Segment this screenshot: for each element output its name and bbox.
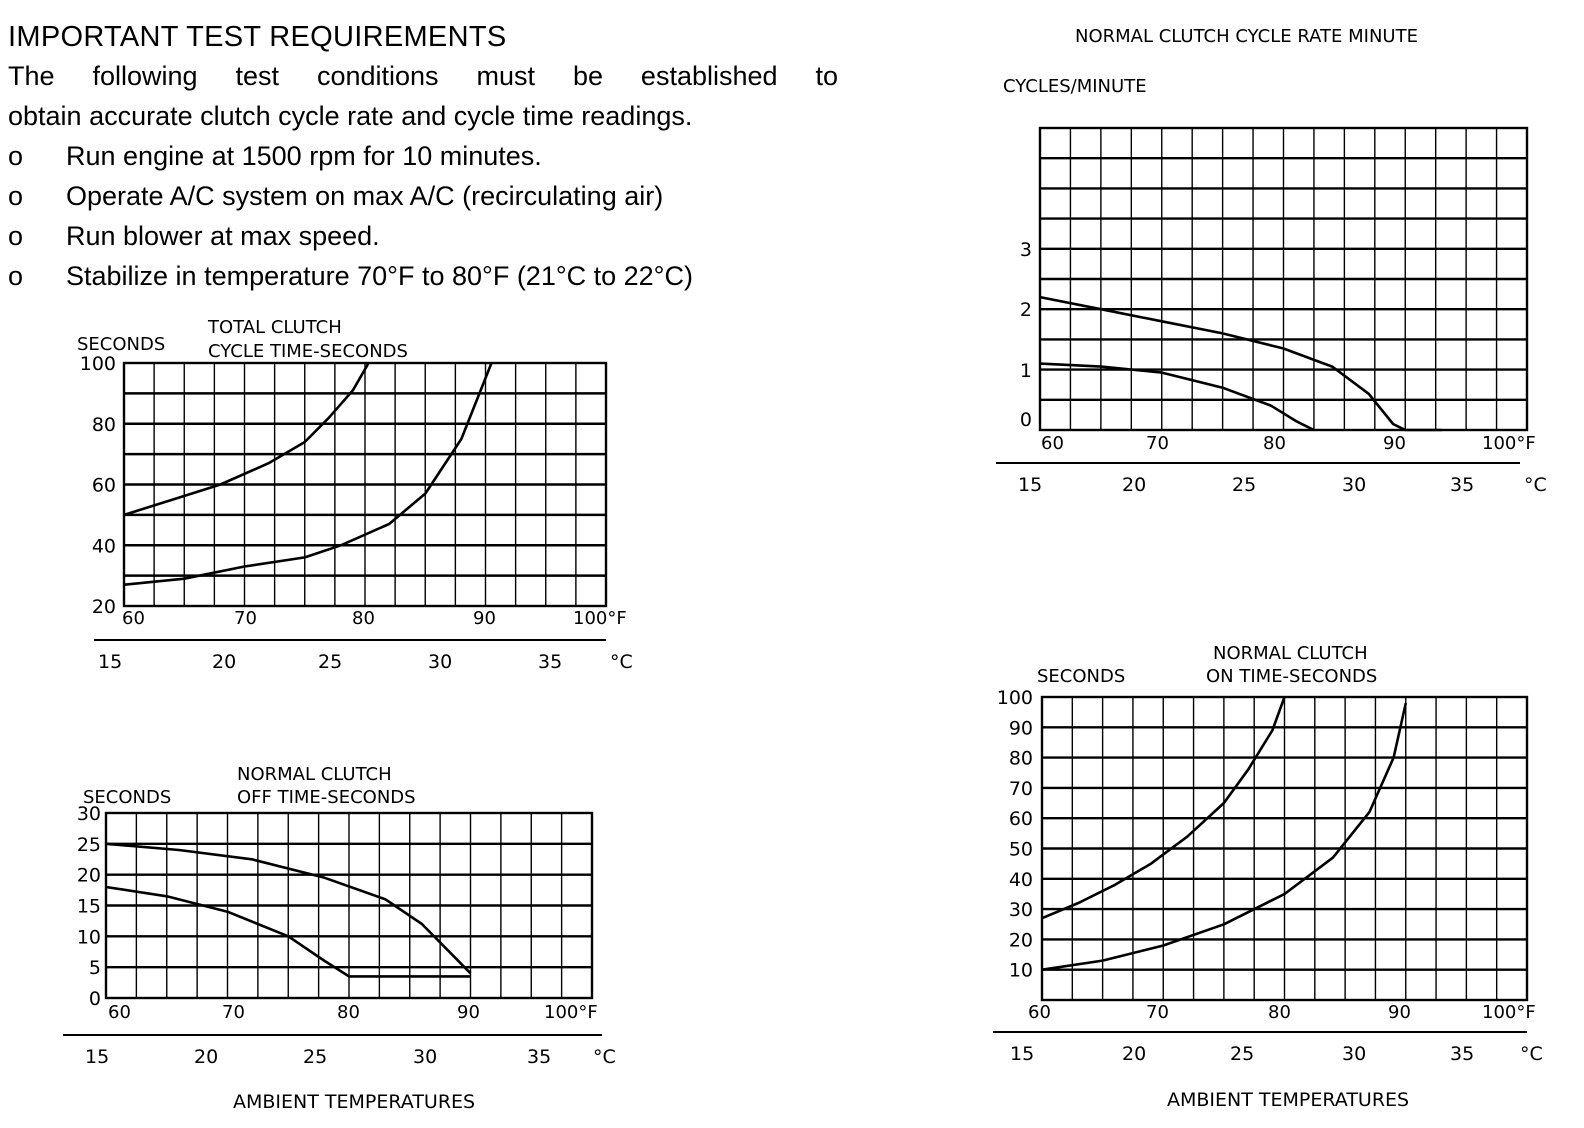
y-tick-label: 40: [91, 535, 116, 558]
chart-title-line-1: NORMAL CLUTCH CYCLE RATE MINUTE: [1075, 26, 1418, 47]
y-tick-label: 20: [76, 864, 101, 887]
x-tick-label-fahrenheit: 60: [1028, 1002, 1051, 1023]
x-tick-label-fahrenheit: 90: [473, 608, 496, 629]
bullet: o: [8, 181, 24, 211]
x-tick-label-celsius: 30: [1342, 1043, 1367, 1065]
x-tick-label-celsius: °C: [1520, 1043, 1543, 1065]
bullet: o: [8, 261, 24, 291]
x-tick-label-celsius: 15: [1010, 1043, 1035, 1065]
chart-on: [993, 643, 1543, 1065]
y-tick-label: 1: [1019, 360, 1032, 382]
y-tick-label: 0: [1019, 409, 1032, 431]
requirements-intro-1: The following test conditions must be established to: [8, 61, 838, 91]
chart-title-line-2: ON TIME-SECONDS: [1206, 666, 1378, 687]
series-line: [124, 363, 492, 585]
y-tick-label: 30: [1008, 899, 1033, 922]
x-tick-label-celsius: °C: [593, 1046, 616, 1068]
y-tick-label: 100: [79, 353, 116, 375]
y-tick-label: 100: [996, 687, 1033, 709]
chart-title-line-2: CYCLE TIME-SECONDS: [208, 341, 408, 362]
y-tick-label: 90: [1008, 717, 1033, 740]
x-tick-label-fahrenheit: 80: [1263, 433, 1286, 454]
requirement-text: Run blower at max speed.: [66, 221, 380, 251]
x-tick-label-fahrenheit: 60: [122, 608, 145, 629]
x-tick-label-fahrenheit: 100°F: [1482, 433, 1536, 454]
y-tick-label: 15: [76, 895, 101, 918]
x-tick-label-celsius: 15: [85, 1046, 110, 1068]
y-tick-label: 30: [76, 803, 101, 825]
requirements-intro-2: obtain accurate clutch cycle rate and cycle time readings.: [8, 101, 693, 131]
x-tick-label-fahrenheit: 100°F: [544, 1002, 598, 1023]
x-tick-label-fahrenheit: 90: [457, 1002, 480, 1023]
series-line: [1040, 364, 1314, 430]
x-tick-label-fahrenheit: 80: [337, 1002, 360, 1023]
x-tick-label-fahrenheit: 100°F: [573, 608, 627, 629]
x-tick-label-celsius: 25: [318, 651, 343, 673]
y-tick-label: 60: [91, 474, 116, 497]
x-tick-label-celsius: 25: [1230, 1043, 1255, 1065]
y-axis-label: SECONDS: [1037, 666, 1126, 687]
x-tick-label-celsius: 20: [194, 1046, 219, 1068]
y-tick-label: 0: [88, 988, 101, 1010]
requirement-text: Run engine at 1500 rpm for 10 minutes.: [66, 141, 542, 171]
x-tick-label-celsius: 35: [1450, 1043, 1475, 1065]
x-tick-label-celsius: 20: [212, 651, 237, 673]
x-tick-label-celsius: °C: [610, 651, 633, 673]
chart-title-line-1: NORMAL CLUTCH: [1213, 643, 1368, 664]
requirement-text: Stabilize in temperature 70°F to 80°F (21°C to 22°C): [66, 261, 693, 291]
y-tick-label: 10: [76, 926, 101, 949]
x-tick-label-celsius: 35: [527, 1046, 552, 1068]
series-line: [124, 363, 369, 515]
y-tick-label: 80: [91, 413, 116, 436]
y-tick-label: 40: [1008, 868, 1033, 891]
y-tick-label: 20: [91, 596, 116, 618]
x-tick-label-celsius: 30: [413, 1046, 438, 1068]
chart-title-line-1: NORMAL CLUTCH: [237, 764, 392, 785]
x-tick-label-fahrenheit: 70: [1146, 433, 1169, 454]
y-axis-label: SECONDS: [83, 787, 172, 808]
x-tick-label-fahrenheit: 80: [1268, 1002, 1291, 1023]
x-tick-label-celsius: 30: [1342, 474, 1367, 496]
x-tick-label-fahrenheit: 60: [108, 1002, 131, 1023]
x-tick-label-fahrenheit: 90: [1388, 1002, 1411, 1023]
chart-off: [63, 764, 616, 1068]
x-tick-label-celsius: 20: [1122, 474, 1147, 496]
bullet: o: [8, 221, 24, 251]
x-tick-label-fahrenheit: 90: [1383, 433, 1406, 454]
x-tick-label-celsius: 35: [1450, 474, 1475, 496]
y-axis-label: SECONDS: [77, 334, 166, 355]
y-tick-label: 2: [1019, 299, 1032, 321]
chart-rate: [996, 26, 1547, 496]
y-tick-label: 10: [1008, 959, 1033, 982]
y-tick-label: 60: [1008, 808, 1033, 831]
ambient-temperatures-label-left: AMBIENT TEMPERATURES: [233, 1091, 476, 1113]
ambient-temperatures-label-right: AMBIENT TEMPERATURES: [1167, 1089, 1410, 1111]
x-tick-label-celsius: 25: [1232, 474, 1257, 496]
x-tick-label-fahrenheit: 100°F: [1482, 1002, 1536, 1023]
x-tick-label-fahrenheit: 80: [352, 608, 375, 629]
x-tick-label-fahrenheit: 70: [222, 1002, 245, 1023]
x-tick-label-celsius: 15: [98, 651, 123, 673]
x-tick-label-celsius: 35: [538, 651, 563, 673]
y-tick-label: 25: [76, 833, 101, 856]
chart-title-line-1: TOTAL CLUTCH: [208, 317, 342, 338]
y-tick-label: 80: [1008, 747, 1033, 770]
x-tick-label-celsius: 20: [1122, 1043, 1147, 1065]
x-tick-label-fahrenheit: 70: [1146, 1002, 1169, 1023]
y-tick-label: 70: [1008, 777, 1033, 800]
requirement-text: Operate A/C system on max A/C (recirculating air): [66, 181, 664, 211]
y-tick-label: 5: [88, 957, 101, 980]
requirements-title: IMPORTANT TEST REQUIREMENTS: [8, 21, 507, 53]
x-tick-label-celsius: 25: [303, 1046, 328, 1068]
chart-total: [77, 317, 633, 673]
x-tick-label-celsius: 30: [428, 651, 453, 673]
y-tick-label: 20: [1008, 929, 1033, 952]
y-tick-label: 3: [1019, 239, 1032, 261]
x-tick-label-celsius: 15: [1018, 474, 1043, 496]
y-tick-label: 50: [1008, 838, 1033, 861]
chart-title-line-2: OFF TIME-SECONDS: [237, 787, 416, 808]
bullet: o: [8, 141, 24, 171]
y-axis-label: CYCLES/MINUTE: [1003, 76, 1147, 97]
x-tick-label-celsius: °C: [1524, 474, 1547, 496]
x-tick-label-fahrenheit: 60: [1041, 433, 1064, 454]
x-tick-label-fahrenheit: 70: [234, 608, 257, 629]
